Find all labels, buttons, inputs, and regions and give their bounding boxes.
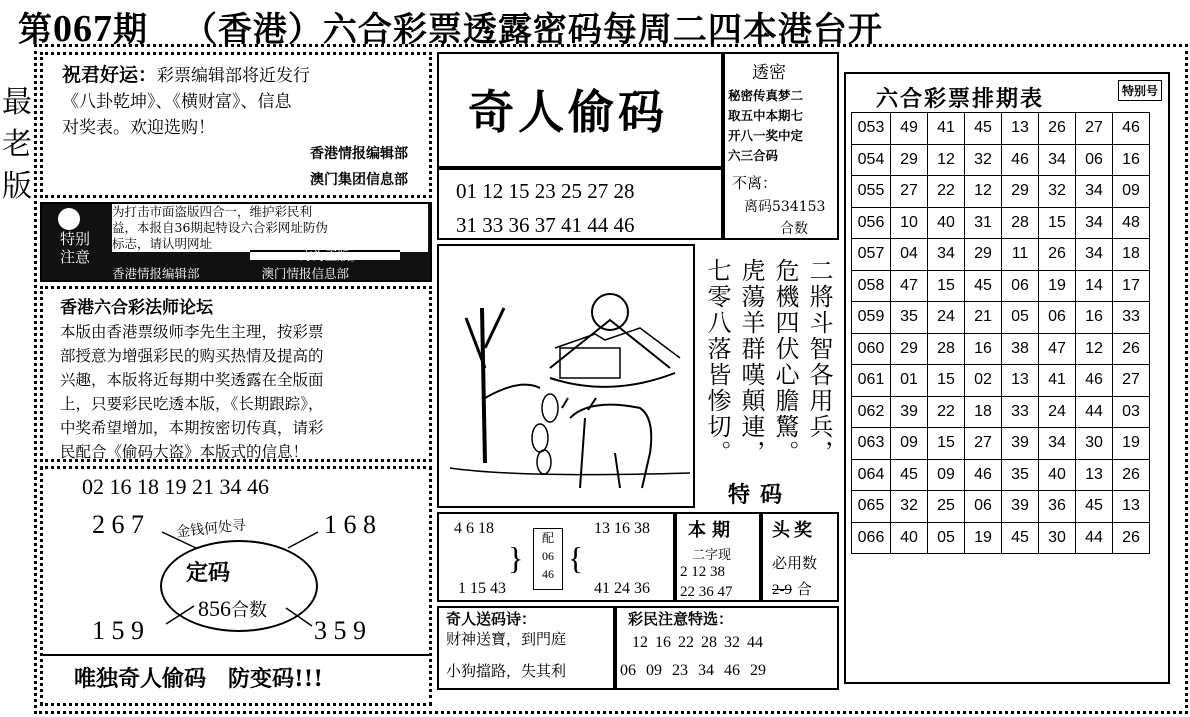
notice-line: 益，本报自36期起特设六合彩网址防伪 [112, 220, 328, 235]
blessing-line: 对奖表。欢迎选购！ [62, 118, 215, 138]
blessing-text [62, 62, 422, 193]
lucky-right-top: 1 6 8 [324, 510, 376, 539]
number-cell: 09 [891, 428, 928, 460]
table-row [852, 333, 1150, 365]
number-cell: 39 [891, 396, 928, 428]
number-cell: 16 [1113, 144, 1150, 176]
tema-label: 特码 [728, 482, 793, 508]
number-cell: 25 [928, 491, 965, 523]
number-cell: 24 [1039, 396, 1076, 428]
benqi-heading: 本期 [688, 520, 736, 541]
number-cell: 27 [1076, 113, 1113, 145]
number-cell: 13 [1113, 491, 1150, 523]
number-cell: 33 [1113, 302, 1150, 334]
number-cell: 09 [1113, 176, 1150, 208]
number-cell: 28 [1002, 207, 1039, 239]
number-cell: 34 [1076, 207, 1113, 239]
number-cell: 44 [1076, 522, 1113, 554]
number-cell: 05 [928, 522, 965, 554]
number-cell: 47 [1039, 333, 1076, 365]
secret-line: 开八一奖中定 [728, 128, 804, 143]
toujiang-value: 2-9 [772, 582, 792, 598]
blessing-sign: 澳门集团信息部 [310, 172, 408, 188]
issue-cell: 064 [852, 459, 891, 491]
songma-line: 财神送寶，到門庭 [446, 630, 567, 648]
table-row [852, 428, 1150, 460]
qiren-row: 31 33 36 37 41 44 46 [456, 213, 635, 237]
number-cell: 45 [965, 113, 1002, 145]
forum-text [60, 296, 428, 464]
table-row [852, 176, 1150, 208]
center-suffix: 合数 [231, 600, 267, 621]
pair-right-bottom: 41 24 36 [594, 580, 650, 597]
number-cell: 35 [891, 302, 928, 334]
forum-line: 兴趣，本版将近每期中奖透露在全版面 [60, 371, 324, 389]
schedule-tag: 特别号 [1118, 80, 1162, 101]
number-cell: 15 [928, 428, 965, 460]
number-cell: 29 [1002, 176, 1039, 208]
number-cell: 49 [891, 113, 928, 145]
pair-mid-number: 06 [542, 549, 554, 563]
number-cell: 12 [965, 176, 1002, 208]
issue-cell: 060 [852, 333, 891, 365]
secret-line: 六三合码 [728, 148, 779, 163]
attention-heading: 彩民注意特选： [628, 610, 734, 628]
issue-prefix: 第 [18, 10, 53, 50]
benqi-label: 二字现 [692, 548, 732, 563]
table-row [852, 270, 1150, 302]
table-row [852, 207, 1150, 239]
center-label: 定码 [186, 560, 231, 586]
number-cell: 34 [1076, 239, 1113, 271]
secret-heshu: 合数 [780, 221, 808, 237]
number-cell: 16 [1076, 302, 1113, 334]
number-cell: 39 [1002, 491, 1039, 523]
pair-mid [533, 528, 563, 590]
table-row [852, 239, 1150, 271]
pair-right-top: 13 16 38 [594, 520, 650, 537]
pair-left-bottom: 1 15 43 [458, 580, 506, 597]
number-cell: 46 [965, 459, 1002, 491]
number-cell: 29 [891, 333, 928, 365]
bomb-icon [58, 208, 80, 230]
number-cell: 40 [928, 207, 965, 239]
table-row [852, 522, 1150, 554]
badge-line: 特别 [59, 230, 90, 248]
number-cell: 19 [965, 522, 1002, 554]
number-cell: 01 [891, 365, 928, 397]
table-row [852, 302, 1150, 334]
brace-left: } [508, 540, 524, 576]
number-cell: 27 [965, 428, 1002, 460]
number-cell: 06 [1002, 270, 1039, 302]
pair-mid-label: 配 [541, 531, 554, 545]
number-cell: 41 [928, 113, 965, 145]
table-row [852, 491, 1150, 523]
number-cell: 11 [1002, 239, 1039, 271]
number-cell: 15 [928, 365, 965, 397]
number-cell: 34 [1039, 144, 1076, 176]
lucky-right-bottom: 3 5 9 [314, 616, 366, 645]
songma-line: 小狗擋路，失其利 [446, 662, 567, 680]
number-cell: 34 [1039, 428, 1076, 460]
number-cell: 33 [1002, 396, 1039, 428]
benqi-row: 22 36 47 [680, 584, 733, 600]
number-cell: 18 [1113, 239, 1150, 271]
number-cell: 05 [1002, 302, 1039, 334]
number-cell: 45 [1002, 522, 1039, 554]
number-cell: 10 [891, 207, 928, 239]
number-cell: 47 [891, 270, 928, 302]
issue-cell: 057 [852, 239, 891, 271]
secret-buli: 不离： [732, 174, 778, 192]
number-cell: 32 [965, 144, 1002, 176]
notice-sign: 香港情报编辑部 [112, 266, 200, 281]
secret-line: 取五中本期七 [728, 108, 804, 123]
issue-number: 067 [53, 8, 113, 50]
number-cell: 15 [928, 270, 965, 302]
table-row [852, 365, 1150, 397]
number-cell: 30 [1039, 522, 1076, 554]
notice-text [112, 204, 428, 252]
side-label [2, 82, 30, 208]
poem-col: 危機四伏心膽驚。 [771, 258, 799, 466]
number-cell: 48 [1113, 207, 1150, 239]
lucky-arc-text: 金钱何处寻 [175, 517, 247, 541]
table-row [852, 113, 1150, 145]
table-row [852, 396, 1150, 428]
songma-heading: 奇人送码诗： [446, 610, 537, 628]
badge-line: 注意 [59, 248, 90, 266]
brace-right: { [568, 540, 584, 576]
number-cell: 38 [1002, 333, 1039, 365]
pair-mid-number: 46 [542, 567, 554, 581]
poem [700, 258, 834, 478]
benqi-values [680, 562, 733, 602]
number-cell: 12 [1076, 333, 1113, 365]
number-cell: 29 [891, 144, 928, 176]
number-cell: 12 [928, 144, 965, 176]
number-cell: 26 [1113, 522, 1150, 554]
issue-cell: 059 [852, 302, 891, 334]
number-cell: 45 [965, 270, 1002, 302]
number-cell: 26 [1113, 459, 1150, 491]
qiren-row: 01 12 15 23 25 27 28 [456, 179, 635, 203]
number-cell: 27 [1113, 365, 1150, 397]
issue-cell: 063 [852, 428, 891, 460]
forum-line: 部授意为增强彩民的购买热情及提高的 [60, 347, 324, 365]
number-cell: 18 [965, 396, 1002, 428]
number-cell: 29 [965, 239, 1002, 271]
blessing-line: 《八卦乾坤》、《横财富》、信息 [62, 92, 292, 112]
qiren-numbers [456, 174, 635, 242]
number-cell: 04 [891, 239, 928, 271]
number-cell: 46 [1113, 113, 1150, 145]
lucky-left-top: 2 6 7 [92, 510, 144, 539]
number-cell: 14 [1076, 270, 1113, 302]
side-char: 版 [2, 169, 32, 204]
number-cell: 16 [965, 333, 1002, 365]
issue-cell: 061 [852, 365, 891, 397]
blessing-sign: 香港情报编辑部 [310, 146, 408, 162]
number-cell: 13 [1076, 459, 1113, 491]
number-cell: 06 [965, 491, 1002, 523]
number-cell: 41 [1039, 365, 1076, 397]
issue-cell: 055 [852, 176, 891, 208]
number-cell: 26 [1039, 113, 1076, 145]
table-row [852, 459, 1150, 491]
number-cell: 35 [1002, 459, 1039, 491]
side-char: 老 [2, 127, 32, 162]
notice-signs [112, 264, 428, 282]
secret-heading: 透密 [752, 63, 786, 83]
number-cell: 17 [1113, 270, 1150, 302]
notice-line: 标志，请认明网址 [112, 236, 213, 251]
number-cell: 03 [1113, 396, 1150, 428]
number-cell: 40 [891, 522, 928, 554]
slogan-divider [40, 654, 432, 656]
number-cell: 22 [928, 176, 965, 208]
poem-col: 二將斗智各用兵， [805, 258, 833, 466]
poem-col: 七零八落皆惨切。 [703, 258, 731, 466]
poem-col: 虎蕩羊群嘆顛連， [737, 258, 765, 466]
number-cell: 26 [1113, 333, 1150, 365]
number-cell: 40 [1039, 459, 1076, 491]
lucky-left-bottom: 1 5 9 [92, 616, 144, 645]
forum-line: 本版由香港票级师李先生主理，按彩票 [60, 323, 324, 341]
number-cell: 44 [1076, 396, 1113, 428]
number-cell: 45 [891, 459, 928, 491]
blessing-line: 彩票编辑部将近发行 [157, 66, 311, 86]
number-cell: 06 [1076, 144, 1113, 176]
qiren-title: 奇人偷码 [468, 85, 668, 139]
number-cell: 19 [1113, 428, 1150, 460]
table-row [852, 144, 1150, 176]
number-cell: 34 [1076, 176, 1113, 208]
issue-cell: 066 [852, 522, 891, 554]
issue-cell: 058 [852, 270, 891, 302]
benqi-row: 2 12 38 [680, 564, 725, 580]
number-cell: 30 [1076, 428, 1113, 460]
number-cell: 13 [1002, 113, 1039, 145]
notice-line: 为打击市面盗版四合一，维护彩民利 [112, 204, 313, 219]
number-cell: 24 [928, 302, 965, 334]
issue-cell: 056 [852, 207, 891, 239]
lucky-top-numbers: 02 16 18 19 21 34 46 [82, 474, 269, 499]
number-cell: 31 [965, 207, 1002, 239]
forum-line: 中奖希望增加，本期按密切传真，请彩 [60, 419, 324, 437]
number-cell: 21 [965, 302, 1002, 334]
issue-cell: 065 [852, 491, 891, 523]
number-cell: 19 [1039, 270, 1076, 302]
attention-row: 12 16 22 28 32 44 [632, 634, 763, 651]
number-cell: 09 [928, 459, 965, 491]
number-cell: 46 [1002, 144, 1039, 176]
number-cell: 02 [965, 365, 1002, 397]
number-cell: 32 [1039, 176, 1076, 208]
number-cell: 15 [1039, 207, 1076, 239]
number-cell: 26 [1039, 239, 1076, 271]
number-cell: 39 [1002, 428, 1039, 460]
toujiang-label: 必用数 [772, 554, 818, 572]
number-cell: 13 [1002, 365, 1039, 397]
notice-line: 方为正版。 [300, 248, 363, 263]
issue-suffix: 期 [113, 10, 148, 50]
landscape-illustration [440, 248, 692, 504]
number-cell: 27 [891, 176, 928, 208]
notice-badge [44, 202, 106, 280]
number-cell: 22 [928, 396, 965, 428]
issue-cell: 054 [852, 144, 891, 176]
pair-left-top: 4 6 18 [454, 520, 494, 537]
secret-line: 秘密传真梦二 [728, 88, 804, 103]
secret-code: 离码534153 [744, 199, 826, 215]
number-cell: 34 [928, 239, 965, 271]
headline: （香港）六合彩票透露密码每周二四本港台开 [182, 10, 883, 50]
forum-heading: 香港六合彩法师论坛 [60, 298, 213, 318]
secret-lines [728, 86, 803, 166]
number-cell: 45 [1076, 491, 1113, 523]
toujiang-suffix: 合 [796, 580, 812, 598]
side-char: 最 [2, 85, 32, 120]
slogan: 唯独奇人偷码 防变码!!! [74, 666, 323, 692]
forum-line: 民配合《偷码大盗》本版式的信息！ [60, 443, 309, 461]
issue-cell: 062 [852, 396, 891, 428]
issue-cell: 053 [852, 113, 891, 145]
toujiang-heading: 头奖 [772, 520, 816, 541]
number-cell: 28 [928, 333, 965, 365]
center-number: 856 [198, 596, 231, 621]
schedule-table [851, 112, 1150, 554]
attention-row: 06 09 23 34 46 29 [620, 662, 766, 679]
forum-line: 上，只要彩民吃透本版，《长期跟踪》， [60, 395, 324, 413]
number-cell: 46 [1076, 365, 1113, 397]
number-cell: 32 [891, 491, 928, 523]
schedule-title: 六合彩票排期表 [876, 86, 1045, 112]
number-cell: 36 [1039, 491, 1076, 523]
notice-sign: 澳门情报信息部 [261, 266, 350, 281]
number-cell: 06 [1039, 302, 1076, 334]
blessing-heading: 祝君好运： [62, 64, 158, 86]
